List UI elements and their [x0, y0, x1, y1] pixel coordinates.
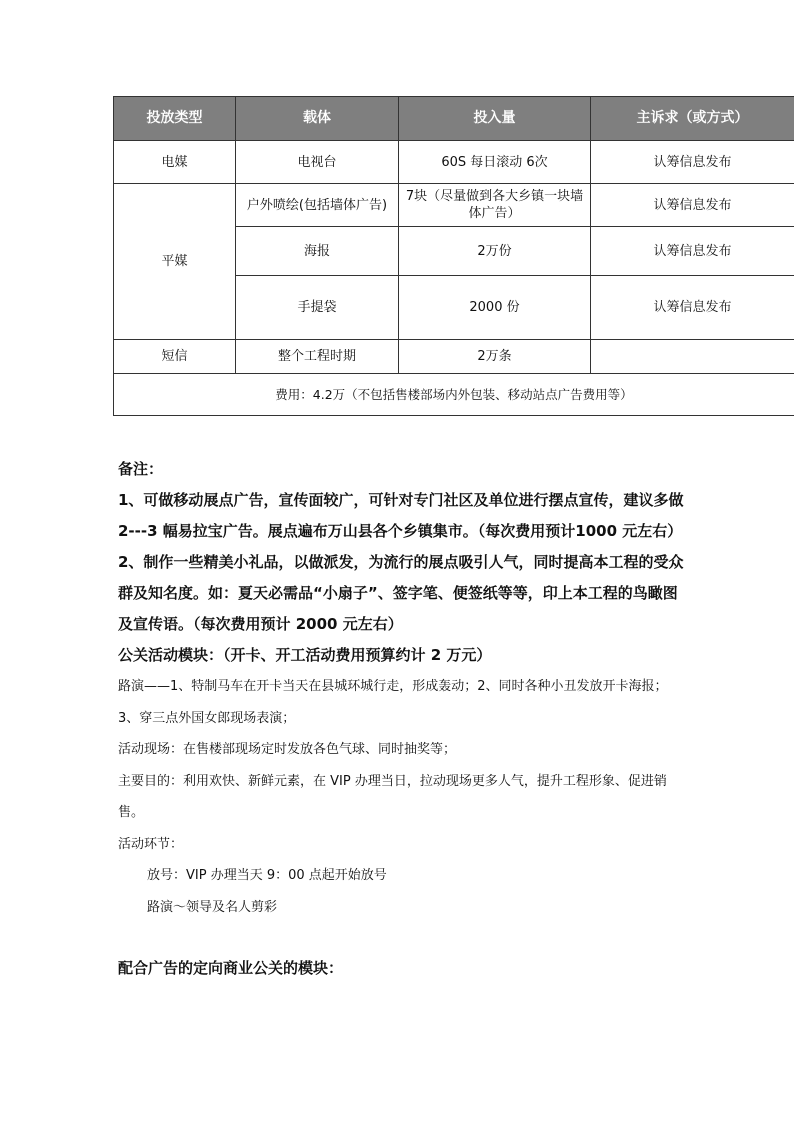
- table-row: [114, 184, 794, 227]
- table-header-row: [114, 97, 794, 141]
- activity-step-1: 放号：VIP 办理当天 9：00 点起开始放号: [147, 868, 387, 883]
- section-spacer: [118, 923, 688, 953]
- note-item-1: 1、可做移动展点广告，宣传面较广，可针对专门社区及单位进行摆点宣传，建议多做 2---3 幅易拉宝广告。展点遍布万山县各个乡镇集市。（每次费用预计1000 元左右）: [118, 491, 684, 540]
- header-appeal: 主诉求（或方式）: [591, 97, 794, 141]
- cell-carrier: 手提袋: [236, 276, 399, 340]
- cell-type: 电媒: [114, 141, 236, 184]
- cell-carrier: 户外喷绘(包括墙体广告): [236, 184, 399, 227]
- cell-appeal: 认筹信息发布: [591, 276, 794, 340]
- cell-carrier: 整个工程时期: [236, 340, 399, 374]
- roadshow-text: 路演——1、特制马车在开卡当天在县城环城行走，形成轰动；2、同时各种小丑发放开卡海报；3、穿三点外国女郎现场表演；: [118, 679, 668, 726]
- cell-volume: 2万条: [399, 340, 591, 374]
- main-purpose-text: 主要目的：利用欢快、新鲜元素，在 VIP 办理当日，拉动现场更多人气，提升工程形象、促进销售。: [118, 773, 667, 820]
- cell-volume: 2000 份: [399, 276, 591, 340]
- header-volume: 投入量: [399, 97, 591, 141]
- header-type: 投放类型: [114, 97, 236, 141]
- fee-row: [114, 374, 794, 416]
- cell-carrier: 海报: [236, 227, 399, 276]
- pr-module-title: 公关活动模块：（开卡、开工活动费用预算约计 2 万元）: [118, 646, 492, 664]
- cell-volume: 2万份: [399, 227, 591, 276]
- activity-steps-title: 活动环节：: [118, 836, 184, 852]
- cell-appeal: 认筹信息发布: [591, 141, 794, 184]
- section-heading: 配合广告的定向商业公关的模块：: [118, 959, 344, 977]
- activity-scene-text: 活动现场：在售楼部现场定时发放各色气球、同时抽奖等；: [118, 742, 457, 757]
- fee-note: 费用：4.2万（不包括售楼部场内外包装、移动站点广告费用等）: [114, 374, 794, 416]
- notes-section: [118, 454, 688, 984]
- note-item-2: 2、制作一些精美小礼品，以做派发，为流行的展点吸引人气，同时提高本工程的受众群及知名度。如：夏天必需品“小扇子”、签字笔、便签纸等等，印上本工程的鸟瞰图及宣传语。（每次费用预计 2000 元左右）: [118, 553, 684, 633]
- cell-appeal: 认筹信息发布: [591, 184, 794, 227]
- notes-title: 备注：: [118, 460, 164, 478]
- cell-volume: 7块（尽量做到各大乡镇一块墙体广告）: [399, 184, 591, 227]
- cell-volume: 60S 每日滚动 6次: [399, 141, 591, 184]
- cell-type: 短信: [114, 340, 236, 374]
- table-row: [114, 340, 794, 374]
- table-row: [114, 141, 794, 184]
- cell-appeal: [591, 340, 794, 374]
- cell-carrier: 电视台: [236, 141, 399, 184]
- header-carrier: 载体: [236, 97, 399, 141]
- cell-type: 平媒: [114, 184, 236, 340]
- cell-appeal: 认筹信息发布: [591, 227, 794, 276]
- activity-step-2: 路演～领导及名人剪彩: [147, 899, 278, 915]
- ad-placement-table: [113, 96, 794, 416]
